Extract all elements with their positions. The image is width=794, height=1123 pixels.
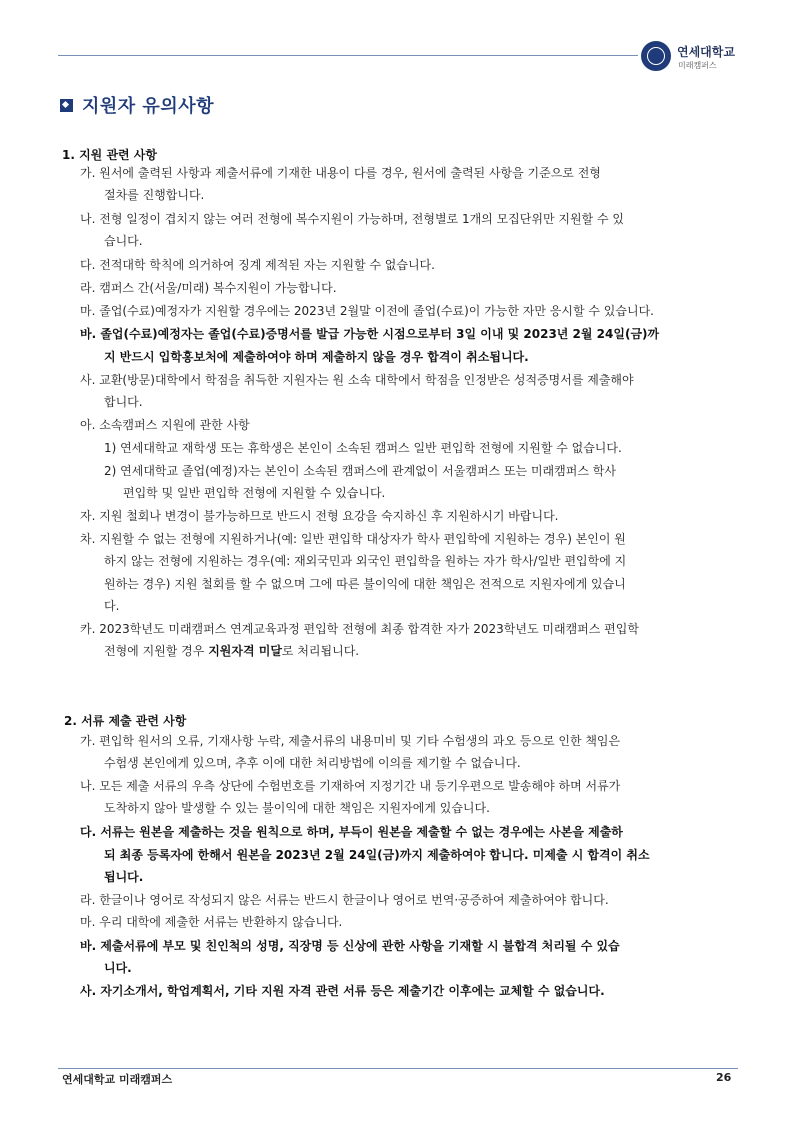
university-seal-icon	[641, 41, 671, 71]
text-line: 마. 졸업(수료)예정자가 지원할 경우에는 2023년 2월말 이전에 졸업(수료)이 가능한 자만 응시할 수 있습니다.	[80, 304, 654, 318]
text-line: 라. 캠퍼스 간(서울/미래) 복수지원이 가능합니다.	[80, 281, 337, 295]
section-heading: 1. 지원 관련 사항	[62, 148, 157, 162]
text-line-bold: 됩니다.	[104, 870, 144, 884]
text-line: 나. 모든 제출 서류의 우측 상단에 수험번호를 기재하여 지정기간 내 등기우편으로 발송해야 하며 서류가	[80, 779, 621, 793]
page-number: 26	[716, 1071, 732, 1084]
text-line: 다.	[104, 599, 120, 613]
section-heading: 2. 서류 제출 관련 사항	[64, 714, 187, 728]
text-line: 습니다.	[104, 234, 143, 248]
header-rule	[58, 55, 638, 56]
text-line: 합니다.	[104, 395, 143, 409]
text-line: 아. 소속캠퍼스 지원에 관한 사항	[80, 418, 250, 432]
text-line: 2) 연세대학교 졸업(예정)자는 본인이 소속된 캠퍼스에 관계없이 서울캠퍼스 또는 미래캠퍼스 학사	[104, 464, 616, 478]
text-line: 원하는 경우) 지원 철회를 할 수 없으며 그에 따른 불이익에 대한 책임은 전적으로 지원자에게 있습니	[104, 577, 626, 591]
text-line-bold: 니다.	[104, 961, 132, 975]
title-bullet-icon	[60, 99, 73, 112]
text-line: 가. 편입학 원서의 오류, 기재사항 누락, 제출서류의 내용미비 및 기타 수험생의 과오 등으로 인한 책임은	[80, 734, 621, 748]
text-line: 사. 교환(방문)대학에서 학점을 취득한 지원자는 원 소속 대학에서 학점을 인정받은 성적증명서를 제출해야	[80, 373, 634, 387]
page-title: 지원자 유의사항	[82, 96, 214, 117]
text-line: 나. 전형 일정이 겹치지 않는 여러 전형에 복수지원이 가능하며, 전형별로 1개의 모집단위만 지원할 수 있	[80, 212, 624, 226]
text-line: 마. 우리 대학에 제출한 서류는 반환하지 않습니다.	[80, 915, 343, 929]
text-run-bold: 지원자격 미달	[208, 644, 282, 658]
text-line: 라. 한글이나 영어로 작성되지 않은 서류는 반드시 한글이나 영어로 번역·공증하여 제출하여야 합니다.	[80, 893, 609, 907]
text-line-bold: 바. 제출서류에 부모 및 친인척의 성명, 직장명 등 신상에 관한 사항을 기재할 시 불합격 처리될 수 있습	[80, 939, 620, 953]
text-line-bold: 다. 서류는 원본을 제출하는 것을 원칙으로 하며, 부득이 원본을 제출할 수 없는 경우에는 사본을 제출하	[80, 825, 623, 839]
text-run: 로 처리됩니다.	[281, 644, 360, 658]
footer-campus: 연세대학교 미래캠퍼스	[62, 1073, 173, 1086]
text-line: 차. 지원할 수 없는 전형에 지원하거나(예: 일반 편입학 대상자가 학사 편입학에 지원하는 경우) 본인이 원	[80, 532, 626, 546]
text-line: 카. 2023학년도 미래캠퍼스 연계교육과정 편입학 전형에 최종 합격한 자가 2023학년도 미래캠퍼스 편입학	[80, 622, 639, 636]
text-line: 도착하지 않아 발생할 수 있는 불이익에 대한 책임은 지원자에게 있습니다.	[104, 801, 490, 815]
text-line: 다. 전적대학 학칙에 의거하여 징계 제적된 자는 지원할 수 없습니다.	[80, 258, 435, 272]
text-line-bold: 바. 졸업(수료)예정자는 졸업(수료)증명서를 발급 가능한 시점으로부터 3일 이내 및 2023년 2월 24일(금)까	[80, 327, 660, 341]
text-line-bold: 되 최종 등록자에 한해서 원본을 2023년 2월 24일(금)까지 제출하여야 합니다. 미제출 시 합격이 취소	[104, 848, 650, 862]
text-line: 가. 원서에 출력된 사항과 제출서류에 기재한 내용이 다를 경우, 원서에 출력된 사항을 기준으로 전형	[80, 166, 601, 180]
text-line-mixed	[104, 643, 359, 660]
text-line-bold: 사. 자기소개서, 학업계획서, 기타 지원 자격 관련 서류 등은 제출기간 이후에는 교체할 수 없습니다.	[80, 984, 605, 998]
text-line: 1) 연세대학교 재학생 또는 휴학생은 본인이 소속된 캠퍼스 일반 편입학 전형에 지원할 수 없습니다.	[104, 441, 622, 455]
text-line: 하지 않는 전형에 지원하는 경우(예: 재외국민과 외국인 편입학을 원하는 자가 학사/일반 편입학에 지	[104, 554, 627, 568]
text-run: 전형에 지원할 경우	[104, 644, 209, 658]
header-university: 연세대학교	[677, 45, 735, 59]
header-campus: 미래캠퍼스	[678, 61, 717, 70]
text-line-bold: 지 반드시 입학홍보처에 제출하여야 하며 제출하지 않을 경우 합격이 취소됩니다.	[104, 350, 529, 364]
text-line: 수험생 본인에게 있으며, 추후 이에 대한 처리방법에 이의를 제기할 수 없습니다.	[104, 756, 521, 770]
text-line: 편입학 및 일반 편입학 전형에 지원할 수 있습니다.	[123, 486, 386, 500]
text-line: 자. 지원 철회나 변경이 불가능하므로 반드시 전형 요강을 숙지하신 후 지원하시기 바랍니다.	[80, 509, 559, 523]
footer-rule	[58, 1068, 738, 1069]
text-line: 절차를 진행합니다.	[104, 188, 205, 202]
